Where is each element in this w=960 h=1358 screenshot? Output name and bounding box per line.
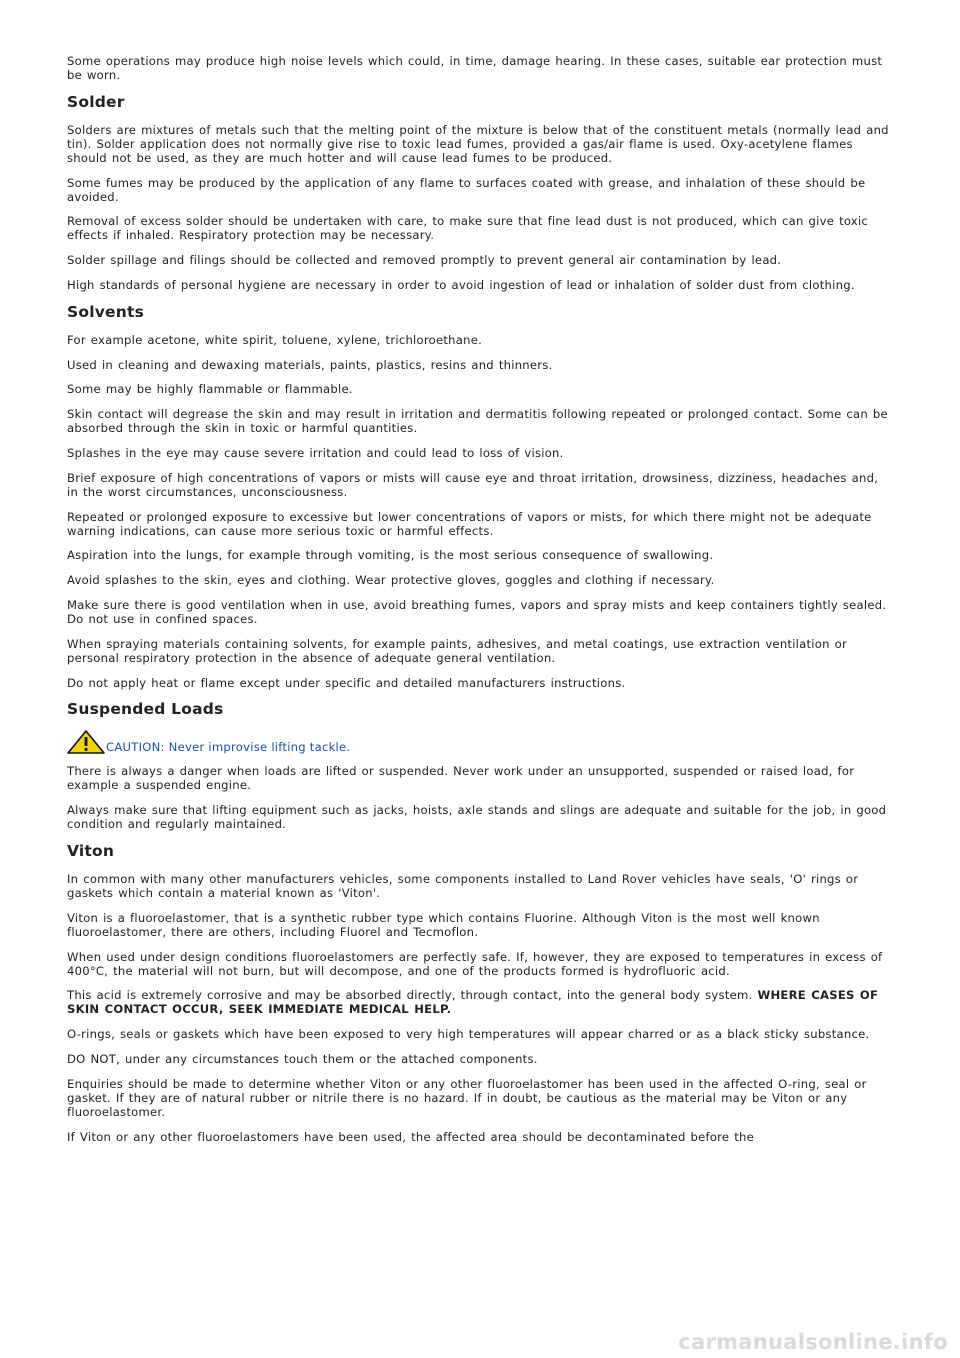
paragraph <box>67 510 893 538</box>
paragraph <box>67 1077 893 1119</box>
paragraph <box>67 407 893 435</box>
paragraph <box>67 253 893 267</box>
warning-triangle-icon <box>67 730 105 754</box>
paragraph-text: Do not apply heat or flame except under specific and detailed manufacturers instructions. <box>67 675 626 690</box>
paragraph <box>67 1130 893 1144</box>
caution-text: CAUTION: Never improvise lifting tackle. <box>106 740 351 755</box>
paragraph-text: Make sure there is good ventilation when in use, avoid breathing fumes, vapors and spray mists and keep containers tightly sealed. Do not use in confined spaces. <box>67 597 887 626</box>
bold-warning-text: WHERE CASES OF SKIN CONTACT OCCUR, SEEK IMMEDIATE MEDICAL HELP. <box>67 988 879 1017</box>
paragraph <box>67 471 893 499</box>
paragraph <box>67 676 893 690</box>
paragraph-text: When used under design conditions fluoroelastomers are perfectly safe. If, however, they are exposed to temperatures in excess of 400°C, the material will not burn, but will decompose, and one of the products formed is hydrofluoric acid. <box>67 949 883 978</box>
paragraph <box>67 803 893 831</box>
caution-note <box>67 730 893 754</box>
paragraph-text: Aspiration into the lungs, for example through vomiting, is the most serious consequence of swallowing. <box>67 548 714 563</box>
paragraph-text: Used in cleaning and dewaxing materials, paints, plastics, resins and thinners. <box>67 357 553 372</box>
paragraph-text: This acid is extremely corrosive and may be absorbed directly, through contact, into the general body system. <box>67 988 758 1003</box>
paragraph-text: Viton is a fluoroelastomer, that is a synthetic rubber type which contains Fluorine. Although Viton is the most well known fluoroelastomer, there are others, including Fluorel and Tecmoflon. <box>67 910 820 939</box>
paragraph <box>67 123 893 165</box>
paragraph <box>67 54 893 82</box>
paragraph-text: Brief exposure of high concentrations of vapors or mists will cause eye and throat irritation, drowsiness, dizziness, headaches and, in the worst circumstances, unconsciousness. <box>67 470 879 499</box>
paragraph-text: There is always a danger when loads are lifted or suspended. Never work under an unsupported, suspended or raised load, for example a suspended engine. <box>67 764 855 793</box>
paragraph-text: DO NOT, under any circumstances touch them or the attached components. <box>67 1051 538 1066</box>
paragraph <box>67 333 893 347</box>
paragraph-text: Enquiries should be made to determine whether Viton or any other fluoroelastomer has been used in the affected O-ring, seal or gasket. If they are of natural rubber or nitrile there is no hazard. If in doubt, be cautious as the material may be Viton or any fluoroelastomer. <box>67 1076 867 1119</box>
paragraph-text: Skin contact will degrease the skin and may result in irritation and dermatitis following repeated or prolonged contact. Some can be absorbed through the skin in toxic or harmful quantities. <box>67 407 888 436</box>
paragraph-text: Always make sure that lifting equipment such as jacks, hoists, axle stands and slings are adequate and suitable for the job, in good condition and regularly maintained. <box>67 803 887 832</box>
paragraph-text: Removal of excess solder should be undertaken with care, to make sure that fine lead dust is not produced, which can give toxic effects if inhaled. Respiratory protection may be necessary. <box>67 214 869 243</box>
paragraph <box>67 1052 893 1066</box>
paragraph <box>67 278 893 292</box>
paragraph <box>67 1027 893 1041</box>
paragraph-text: Solder spillage and filings should be collected and removed promptly to prevent general air contamination by lead. <box>67 253 782 268</box>
paragraph <box>67 446 893 460</box>
paragraph <box>67 950 893 978</box>
paragraph-text: If Viton or any other fluoroelastomers have been used, the affected area should be decontaminated before the <box>67 1129 755 1144</box>
section-heading: Solvents <box>67 302 145 321</box>
paragraph-text: Some fumes may be produced by the application of any flame to surfaces coated with grease, and inhalation of these should be avoided. <box>67 175 866 204</box>
paragraph <box>67 573 893 587</box>
paragraph <box>67 176 893 204</box>
paragraph-text: Avoid splashes to the skin, eyes and clothing. Wear protective gloves, goggles and clothing if necessary. <box>67 573 715 588</box>
paragraph <box>67 358 893 372</box>
paragraph-text: In common with many other manufacturers vehicles, some components installed to Land Rover vehicles have seals, 'O' rings or gaskets which contain a material known as 'Viton'. <box>67 871 859 900</box>
paragraph <box>67 872 893 900</box>
section-heading: Solder <box>67 92 125 111</box>
paragraph-text: Solders are mixtures of metals such that the melting point of the mixture is below that of the constituent metals (normally lead and tin). Solder application does not normally give rise to toxic lead fumes, provided a gas/air flame is used. Oxy-acetylene flames should not be used, as they are much hotter and will cause lead fumes to be produced. <box>67 122 889 165</box>
paragraph-text: Splashes in the eye may cause severe irritation and could lead to loss of vision. <box>67 445 564 460</box>
watermark: carmanualsonline.info <box>678 1330 948 1354</box>
paragraph-text: Some operations may produce high noise levels which could, in time, damage hearing. In these cases, suitable ear protection must be worn. <box>67 54 883 82</box>
paragraph-text: When spraying materials containing solvents, for example paints, adhesives, and metal coatings, use extraction ventilation or personal respiratory protection in the absence of adequate general ventilation. <box>67 636 848 665</box>
paragraph <box>67 764 893 792</box>
paragraph-text: For example acetone, white spirit, toluene, xylene, trichloroethane. <box>67 332 483 347</box>
paragraph <box>67 598 893 626</box>
paragraph <box>67 911 893 939</box>
paragraph-text: Repeated or prolonged exposure to excessive but lower concentrations of vapors or mists, for which there might not be adequate warning indications, can cause more serious toxic or harmful effects. <box>67 509 872 538</box>
paragraph-text: O-rings, seals or gaskets which have been exposed to very high temperatures will appear charred or as a black sticky substance. <box>67 1027 870 1042</box>
paragraph <box>67 988 893 1016</box>
paragraph <box>67 548 893 562</box>
document-body <box>67 54 893 1154</box>
section-heading: Viton <box>67 841 115 860</box>
paragraph <box>67 637 893 665</box>
section-heading: Suspended Loads <box>67 700 224 719</box>
paragraph-text: High standards of personal hygiene are necessary in order to avoid ingestion of lead or inhalation of solder dust from clothing. <box>67 277 855 292</box>
paragraph-text: Some may be highly flammable or flammable. <box>67 382 353 397</box>
paragraph <box>67 214 893 242</box>
paragraph <box>67 382 893 396</box>
